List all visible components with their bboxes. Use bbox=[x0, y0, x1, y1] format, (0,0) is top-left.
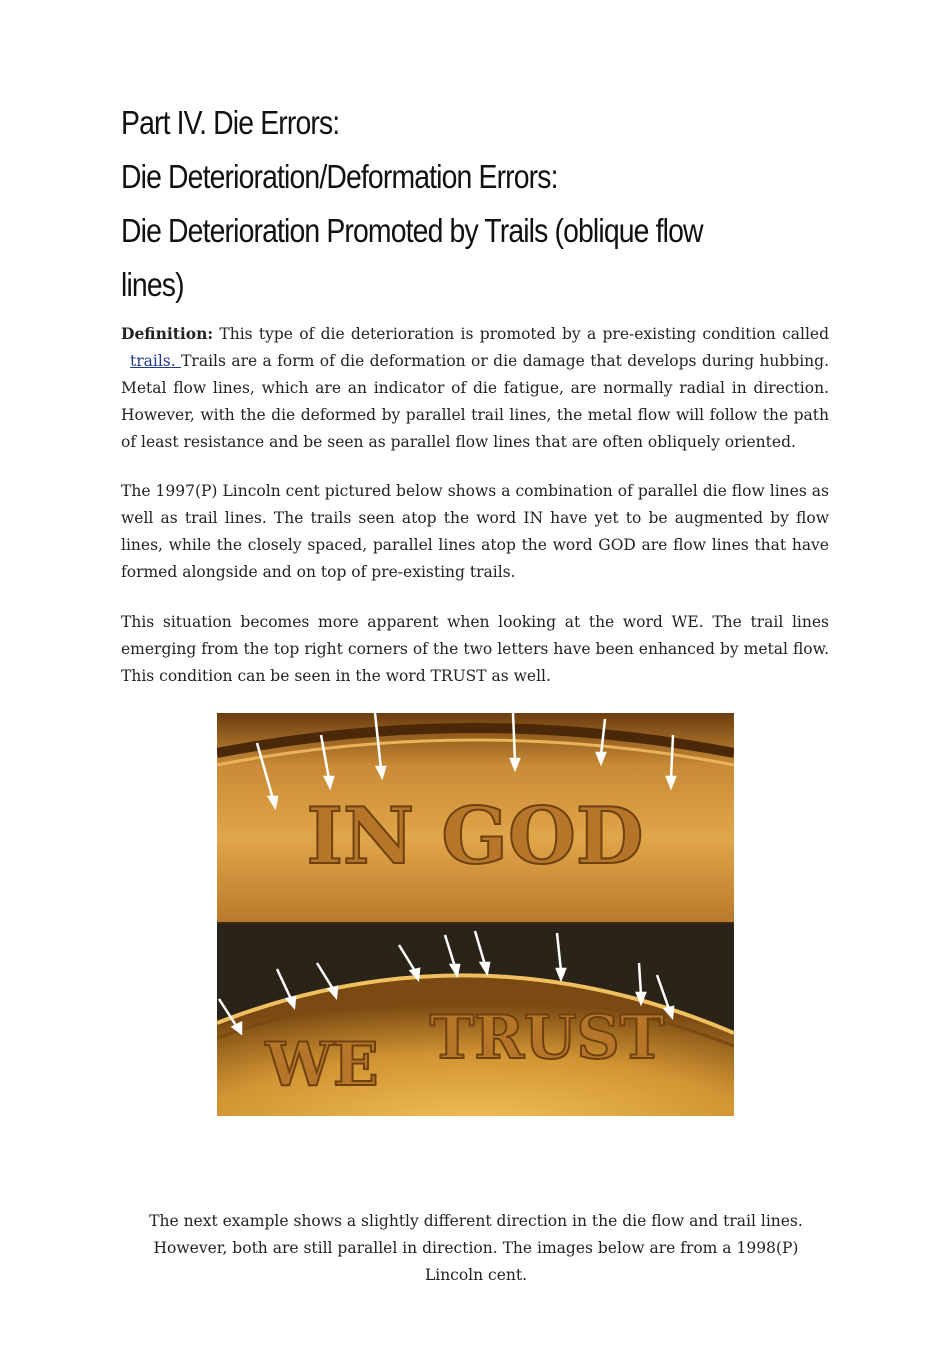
definition-text-end: Trails are a form of die deformation or die damage that develops during hubbing. Metal flow lines, which are an indicator of die fatigue, are normally radial in direction. However, with the die deformed by parallel trail lines, the metal flow will follow the path of least resistance and be seen as parallel flow lines that are often obliquely oriented. bbox=[121, 352, 830, 451]
title-line-2: Die Deterioration/Deformation Errors: bbox=[121, 158, 558, 195]
trails-link[interactable]: trails. bbox=[130, 352, 182, 370]
we-legend: WE bbox=[265, 1030, 379, 1100]
we-trust-paragraph: This situation becomes more apparent when looking at the word WE. The trail lines emerging from the top right corners of the two letters have been enhanced by metal flow. This condition can be seen in the word TRUST as well. bbox=[121, 613, 829, 685]
document-page bbox=[121, 96, 830, 685]
definition-paragraph bbox=[121, 320, 829, 456]
definition-label: Definition: bbox=[121, 324, 214, 343]
definition-text-start: This type of die deterioration is promoted by a pre-existing condition called bbox=[213, 325, 829, 343]
in-god-legend: IN GOD bbox=[306, 791, 644, 882]
title-line-4: lines) bbox=[121, 266, 184, 303]
title-line-1: Part IV. Die Errors: bbox=[121, 104, 340, 141]
coin-closeup-image bbox=[217, 713, 734, 1116]
next-example-paragraph: The next example shows a slightly different direction in the die flow and trail lines. However, both are still parallel in direction. The images below are from a 1998(P) Lincoln cent. bbox=[149, 1211, 803, 1284]
page-title bbox=[121, 96, 723, 312]
title-line-3: Die Deterioration Promoted by Trails (oblique flow bbox=[121, 212, 703, 249]
trust-legend: TRUST bbox=[429, 1003, 665, 1073]
lincoln-cent-paragraph: The 1997(P) Lincoln cent pictured below shows a combination of parallel die flow lines as well as trail lines. The trails seen atop the word IN have yet to be augmented by flow lines, while the closely spaced, parallel lines atop the word GOD are flow lines that have formed alongside and on top of pre-existing trails. bbox=[121, 482, 829, 581]
